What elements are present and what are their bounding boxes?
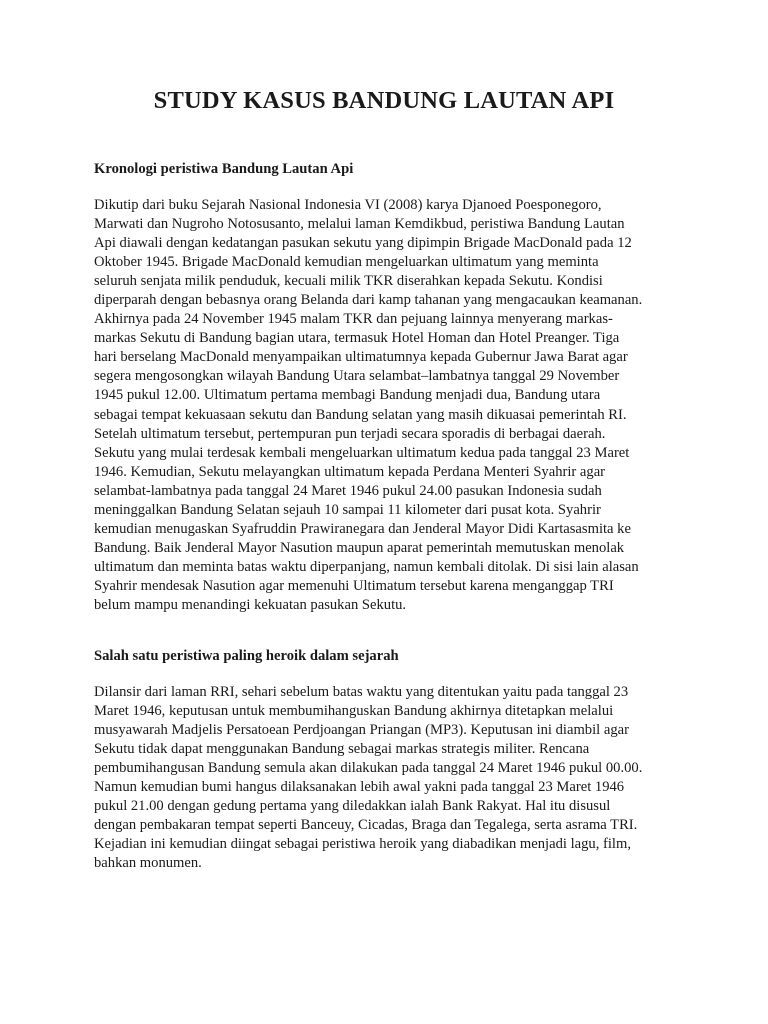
section-heroik	[94, 647, 684, 873]
text-line: sebagai tempat kekuasaan sekutu dan Bandung selatan yang masih dikuasai pemerintah RI.	[94, 406, 627, 423]
paragraph	[94, 683, 684, 873]
text-line: markas Sekutu di Bandung bagian utara, termasuk Hotel Homan dan Hotel Preanger. Tiga	[94, 330, 620, 347]
text-line: Kejadian ini kemudian diingat sebagai peristiwa heroik yang diabadikan menjadi lagu, film,	[94, 836, 631, 853]
text-line: Sekutu tidak dapat menggunakan Bandung sebagai markas strategis militer. Rencana	[94, 741, 590, 758]
text-line: selambat-lambatnya pada tanggal 24 Maret 1946 pukul 24.00 pasukan Indonesia sudah	[94, 482, 602, 499]
text-line: meninggalkan Bandung Selatan sejauh 10 sampai 11 kilometer dari pusat kota. Syahrir	[94, 501, 601, 518]
text-line: Dilansir dari laman RRI, sehari sebelum batas waktu yang ditentukan yaitu pada tanggal 23	[94, 684, 629, 700]
paragraph	[94, 196, 684, 615]
text-line: Oktober 1945. Brigade MacDonald kemudian mengeluarkan ultimatum yang meminta	[94, 254, 599, 271]
text-line: kemudian menugaskan Syafruddin Prawiranegara dan Jenderal Mayor Didi Kartasasmita ke	[94, 520, 631, 537]
text-line: segera mengosongkan wilayah Bandung Utara selambat–lambatnya tanggal 29 November	[94, 368, 620, 385]
text-line: belum mampu menandingi kekuatan pasukan Sekutu.	[94, 596, 407, 613]
text-line: Akhirnya pada 24 November 1945 malam TKR dan pejuang lainnya menyerang markas-	[94, 311, 613, 328]
section-heading: Kronologi peristiwa Bandung Lautan Api	[94, 161, 354, 177]
text-line: pembumihangusan Bandung semula akan dilakukan pada tanggal 24 Maret 1946 pukul 00.00.	[94, 760, 643, 777]
text-line: seluruh senjata milik penduduk, kecuali milik TKR diserahkan kepada Sekutu. Kondisi	[94, 273, 603, 290]
text-line: Syahrir mendesak Nasution agar memenuhi Ultimatum tersebut karena menganggap TRI	[94, 577, 614, 594]
text-line: Namun kemudian bumi hangus dilaksanakan lebih awal yakni pada tanggal 23 Maret 1946	[94, 779, 625, 796]
text-line: ultimatum dan meminta batas waktu diperpanjang, namun kembali ditolak. Di sisi lain alasan	[94, 558, 639, 575]
text-line: Api diawali dengan kedatangan pasukan sekutu yang dipimpin Brigade MacDonald pada 12	[94, 235, 632, 252]
section-heading: Salah satu peristiwa paling heroik dalam sejarah	[94, 648, 399, 664]
text-line: Dikutip dari buku Sejarah Nasional Indonesia VI (2008) karya Djanoed Poesponegoro,	[94, 197, 602, 213]
section-kronologi	[94, 160, 684, 615]
text-line: 1946. Kemudian, Sekutu melayangkan ultimatum kepada Perdana Menteri Syahrir agar	[94, 463, 606, 480]
text-line: dengan pembakaran tempat seperti Banceuy, Cicadas, Braga dan Tegalega, serta asrama TRI.	[94, 817, 638, 834]
text-line: diperparah dengan bebasnya orang Belanda dari kamp tahanan yang mengacaukan keamanan.	[94, 292, 643, 309]
text-line: Bandung. Baik Jenderal Mayor Nasution maupun aparat pemerintah memutuskan menolak	[94, 539, 625, 556]
text-line: Setelah ultimatum tersebut, pertempuran pun terjadi secara sporadis di berbagai daerah.	[94, 425, 606, 442]
text-line: Sekutu yang mulai terdesak kembali mengeluarkan ultimatum kedua pada tanggal 23 Maret	[94, 444, 630, 461]
text-line: hari berselang MacDonald menyampaikan ultimatumnya kepada Gubernur Jawa Barat agar	[94, 349, 628, 366]
document-title: STUDY KASUS BANDUNG LAUTAN API	[153, 87, 615, 114]
text-line: 1945 pukul 12.00. Ultimatum pertama membagi Bandung menjadi dua, Bandung utara	[94, 387, 601, 404]
text-line: musyawarah Madjelis Persatoean Perdjoangan Priangan (MP3). Keputusan ini diambil agar	[94, 722, 629, 739]
text-line: bahkan monumen.	[94, 855, 202, 872]
text-line: pukul 21.00 dengan gedung pertama yang diledakkan ialah Bank Rakyat. Hal itu disusul	[94, 798, 611, 815]
text-line: Marwati dan Nugroho Notosusanto, melalui laman Kemdikbud, peristiwa Bandung Lautan	[94, 216, 625, 233]
text-line: Maret 1946, keputusan untuk membumihanguskan Bandung akhirnya ditetapkan melalui	[94, 703, 614, 720]
